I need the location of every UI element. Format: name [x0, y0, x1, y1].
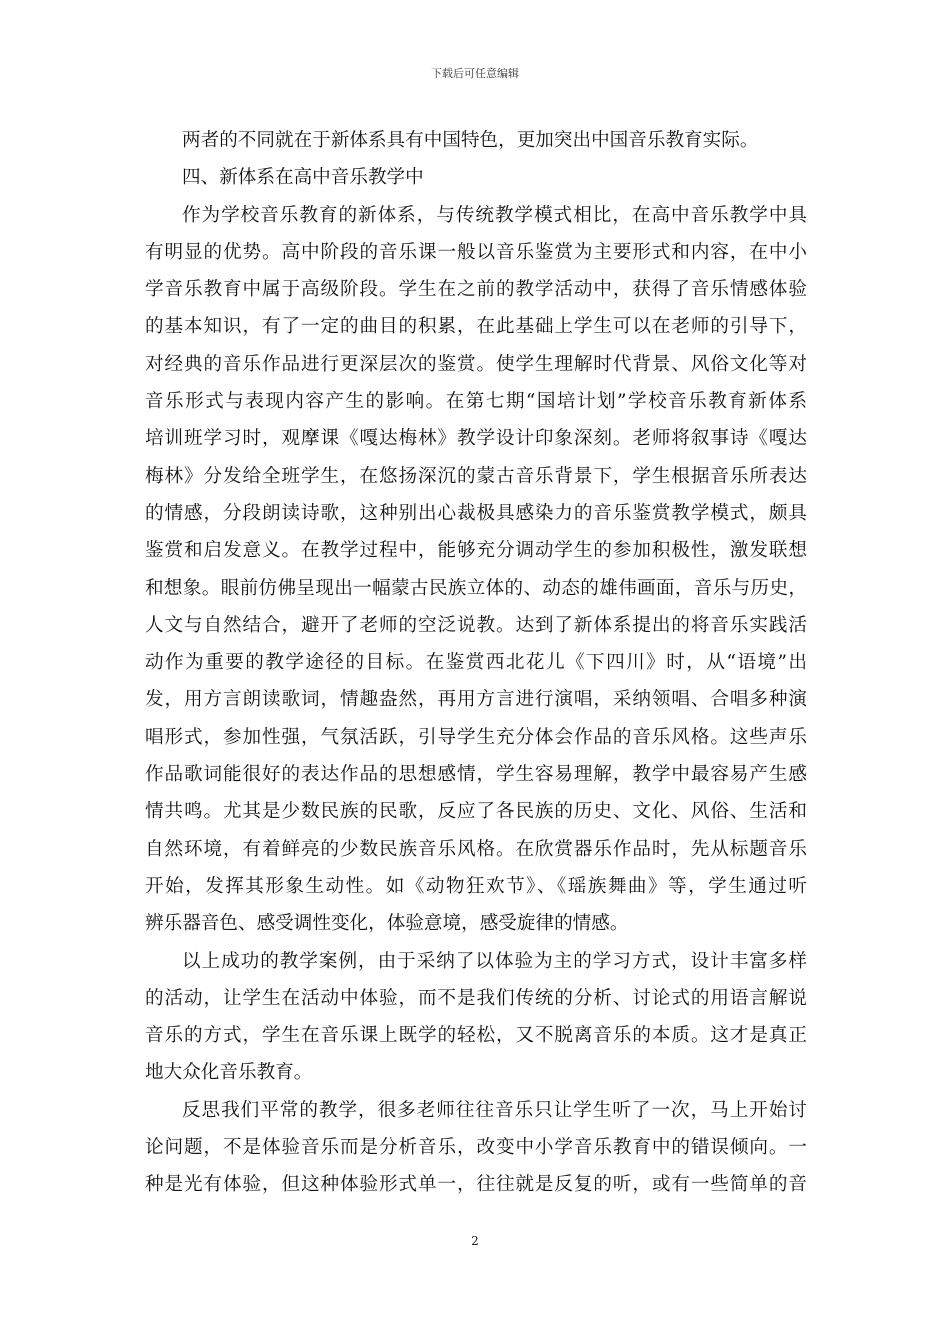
- text-line: 的基本知识，有了一定的曲目的积累，在此基础上学生可以在老师的引导下，: [145, 316, 807, 338]
- text-line: 情共鸣。尤其是少数民族的民歌，反应了各民族的历史、文化、风俗、生活和: [145, 801, 807, 823]
- page-header: 下载后可任意编辑: [431, 67, 519, 80]
- text-line: 唱形式，参加性强，气氛活跃，引导学生充分体会作品的音乐风格。这些声乐: [145, 726, 807, 748]
- text-line: 作为学校音乐教育的新体系，与传统教学模式相比，在高中音乐教学中具: [182, 204, 807, 226]
- text-line: 四、新体系在高中音乐教学中: [182, 167, 424, 189]
- text-line: 作品歌词能很好的表达作品的思想感情，学生容易理解，教学中最容易产生感: [145, 764, 807, 786]
- text-line: 的情感，分段朗读诗歌，这种别出心裁极具感染力的音乐鉴赏教学模式，颇具: [145, 502, 807, 524]
- text-line: 论问题，不是体验音乐而是分析音乐，改变中小学音乐教育中的错误倾向。一: [145, 1137, 807, 1159]
- text-line: 反思我们平常的教学，很多老师往往音乐只让学生听了一次，马上开始讨: [182, 1099, 807, 1121]
- text-line: 种是光有体验，但这种体验形式单一，往往就是反复的听，或有一些简单的音: [145, 1174, 807, 1196]
- text-line: 发，用方言朗读歌词，情趣盎然，再用方言进行演唱，采纳领唱、合唱多种演: [145, 689, 807, 711]
- text-line: 两者的不同就在于新体系具有中国特色，更加突出中国音乐教育实际。: [182, 130, 759, 151]
- text-line: 音乐形式与表现内容产生的影响。在第七期“国培计划”学校音乐教育新体系: [145, 391, 807, 413]
- text-line: 人文与自然结合，避开了老师的空泛说教。达到了新体系提出的将音乐实践活: [145, 614, 807, 636]
- text-line: 开始，发挥其形象生动性。如《动物狂欢节》、《瑶族舞曲》等，学生通过听: [145, 875, 807, 897]
- text-line: 学音乐教育中属于高级阶段。学生在之前的教学活动中，获得了音乐情感体验: [145, 279, 807, 301]
- text-line: 培训班学习时，观摩课《嘎达梅林》教学设计印象深刻。老师将叙事诗《嘎达: [145, 428, 807, 450]
- text-line: 对经典的音乐作品进行更深层次的鉴赏。使学生理解时代背景、风俗文化等对: [145, 353, 807, 375]
- text-line: 音乐的方式，学生在音乐课上既学的轻松，又不脱离音乐的本质。这才是真正: [145, 1025, 807, 1047]
- text-line: 鉴赏和启发意义。在教学过程中，能够充分调动学生的参加积极性，激发联想: [145, 540, 807, 562]
- text-line: 自然环境，有着鲜亮的少数民族音乐风格。在欣赏器乐作品时，先从标题音乐: [145, 838, 807, 860]
- body-text: [145, 122, 807, 1204]
- text-line: 辨乐器音色、感受调性变化，体验意境，感受旋律的情感。: [145, 913, 629, 935]
- text-line: 和想象。眼前仿佛呈现出一幅蒙古民族立体的、动态的雄伟画面，音乐与历史，: [145, 577, 807, 599]
- text-line: 动作为重要的教学途径的目标。在鉴赏西北花儿《下四川》时，从“语境”出: [145, 652, 807, 674]
- text-line: 地大众化音乐教育。: [145, 1062, 313, 1084]
- text-line: 的活动，让学生在活动中体验，而不是我们传统的分析、讨论式的用语言解说: [145, 987, 807, 1009]
- text-line: 有明显的优势。高中阶段的音乐课一般以音乐鉴赏为主要形式和内容，在中小: [145, 241, 807, 263]
- text-line: 以上成功的教学案例，由于采纳了以体验为主的学习方式，设计丰富多样: [182, 950, 807, 972]
- page-number: 2: [471, 1234, 479, 1248]
- text-line: 梅林》分发给全班学生，在悠扬深沉的蒙古音乐背景下，学生根据音乐所表达: [145, 465, 807, 487]
